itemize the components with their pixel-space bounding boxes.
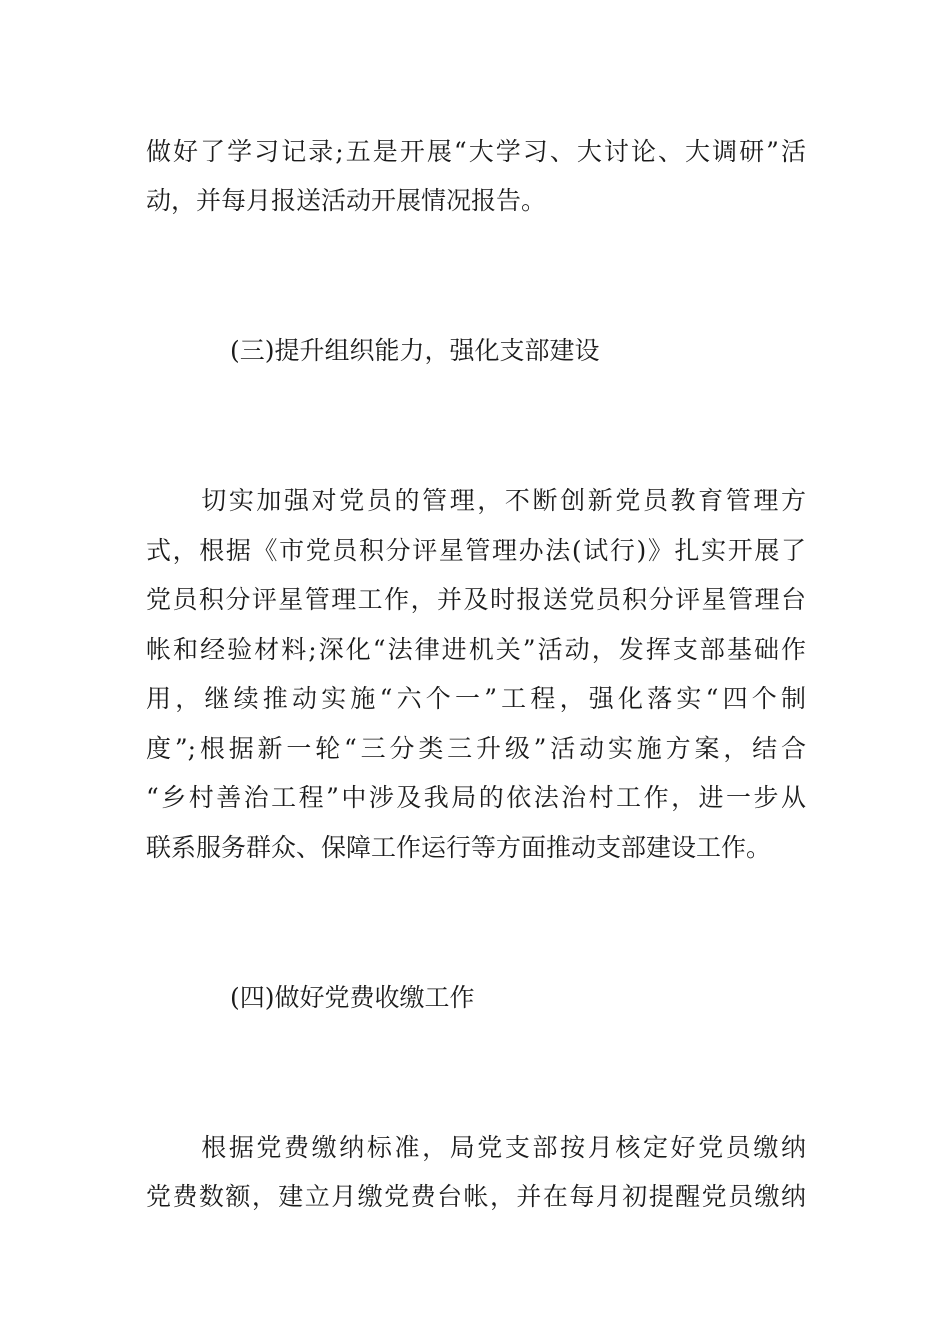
- text-line: 动，并每月报送活动开展情况报告。: [146, 186, 547, 215]
- section-heading-4: (四)做好党费收缴工作: [230, 983, 475, 1012]
- text-line: 切实加强对党员的管理，不断创新党员教育管理方: [146, 486, 806, 515]
- section-heading-3: (三)提升组织能力，强化支部建设: [230, 336, 600, 365]
- text-line: “乡村善治工程”中涉及我局的依法治村工作，进一步从: [146, 783, 806, 812]
- text-line: 党员积分评星管理工作，并及时报送党员积分评星管理台: [146, 585, 806, 614]
- text-line: 联系服务群众、保障工作运行等方面推动支部建设工作。: [146, 833, 772, 862]
- text-line: 做好了学习记录;五是开展“大学习、大讨论、大调研”活: [146, 137, 806, 166]
- text-line: 式，根据《市党员积分评星管理办法(试行)》扎实开展了: [146, 536, 806, 565]
- text-line: 帐和经验材料;深化“法律进机关”活动，发挥支部基础作: [146, 635, 806, 664]
- text-line: 用，继续推动实施“六个一”工程，强化落实“四个制: [146, 684, 806, 713]
- text-line: 根据党费缴纳标准，局党支部按月核定好党员缴纳: [146, 1133, 806, 1162]
- text-line: 党费数额，建立月缴党费台帐，并在每月初提醒党员缴纳: [146, 1182, 806, 1211]
- text-line: 度”;根据新一轮“三分类三升级”活动实施方案，结合: [146, 734, 806, 763]
